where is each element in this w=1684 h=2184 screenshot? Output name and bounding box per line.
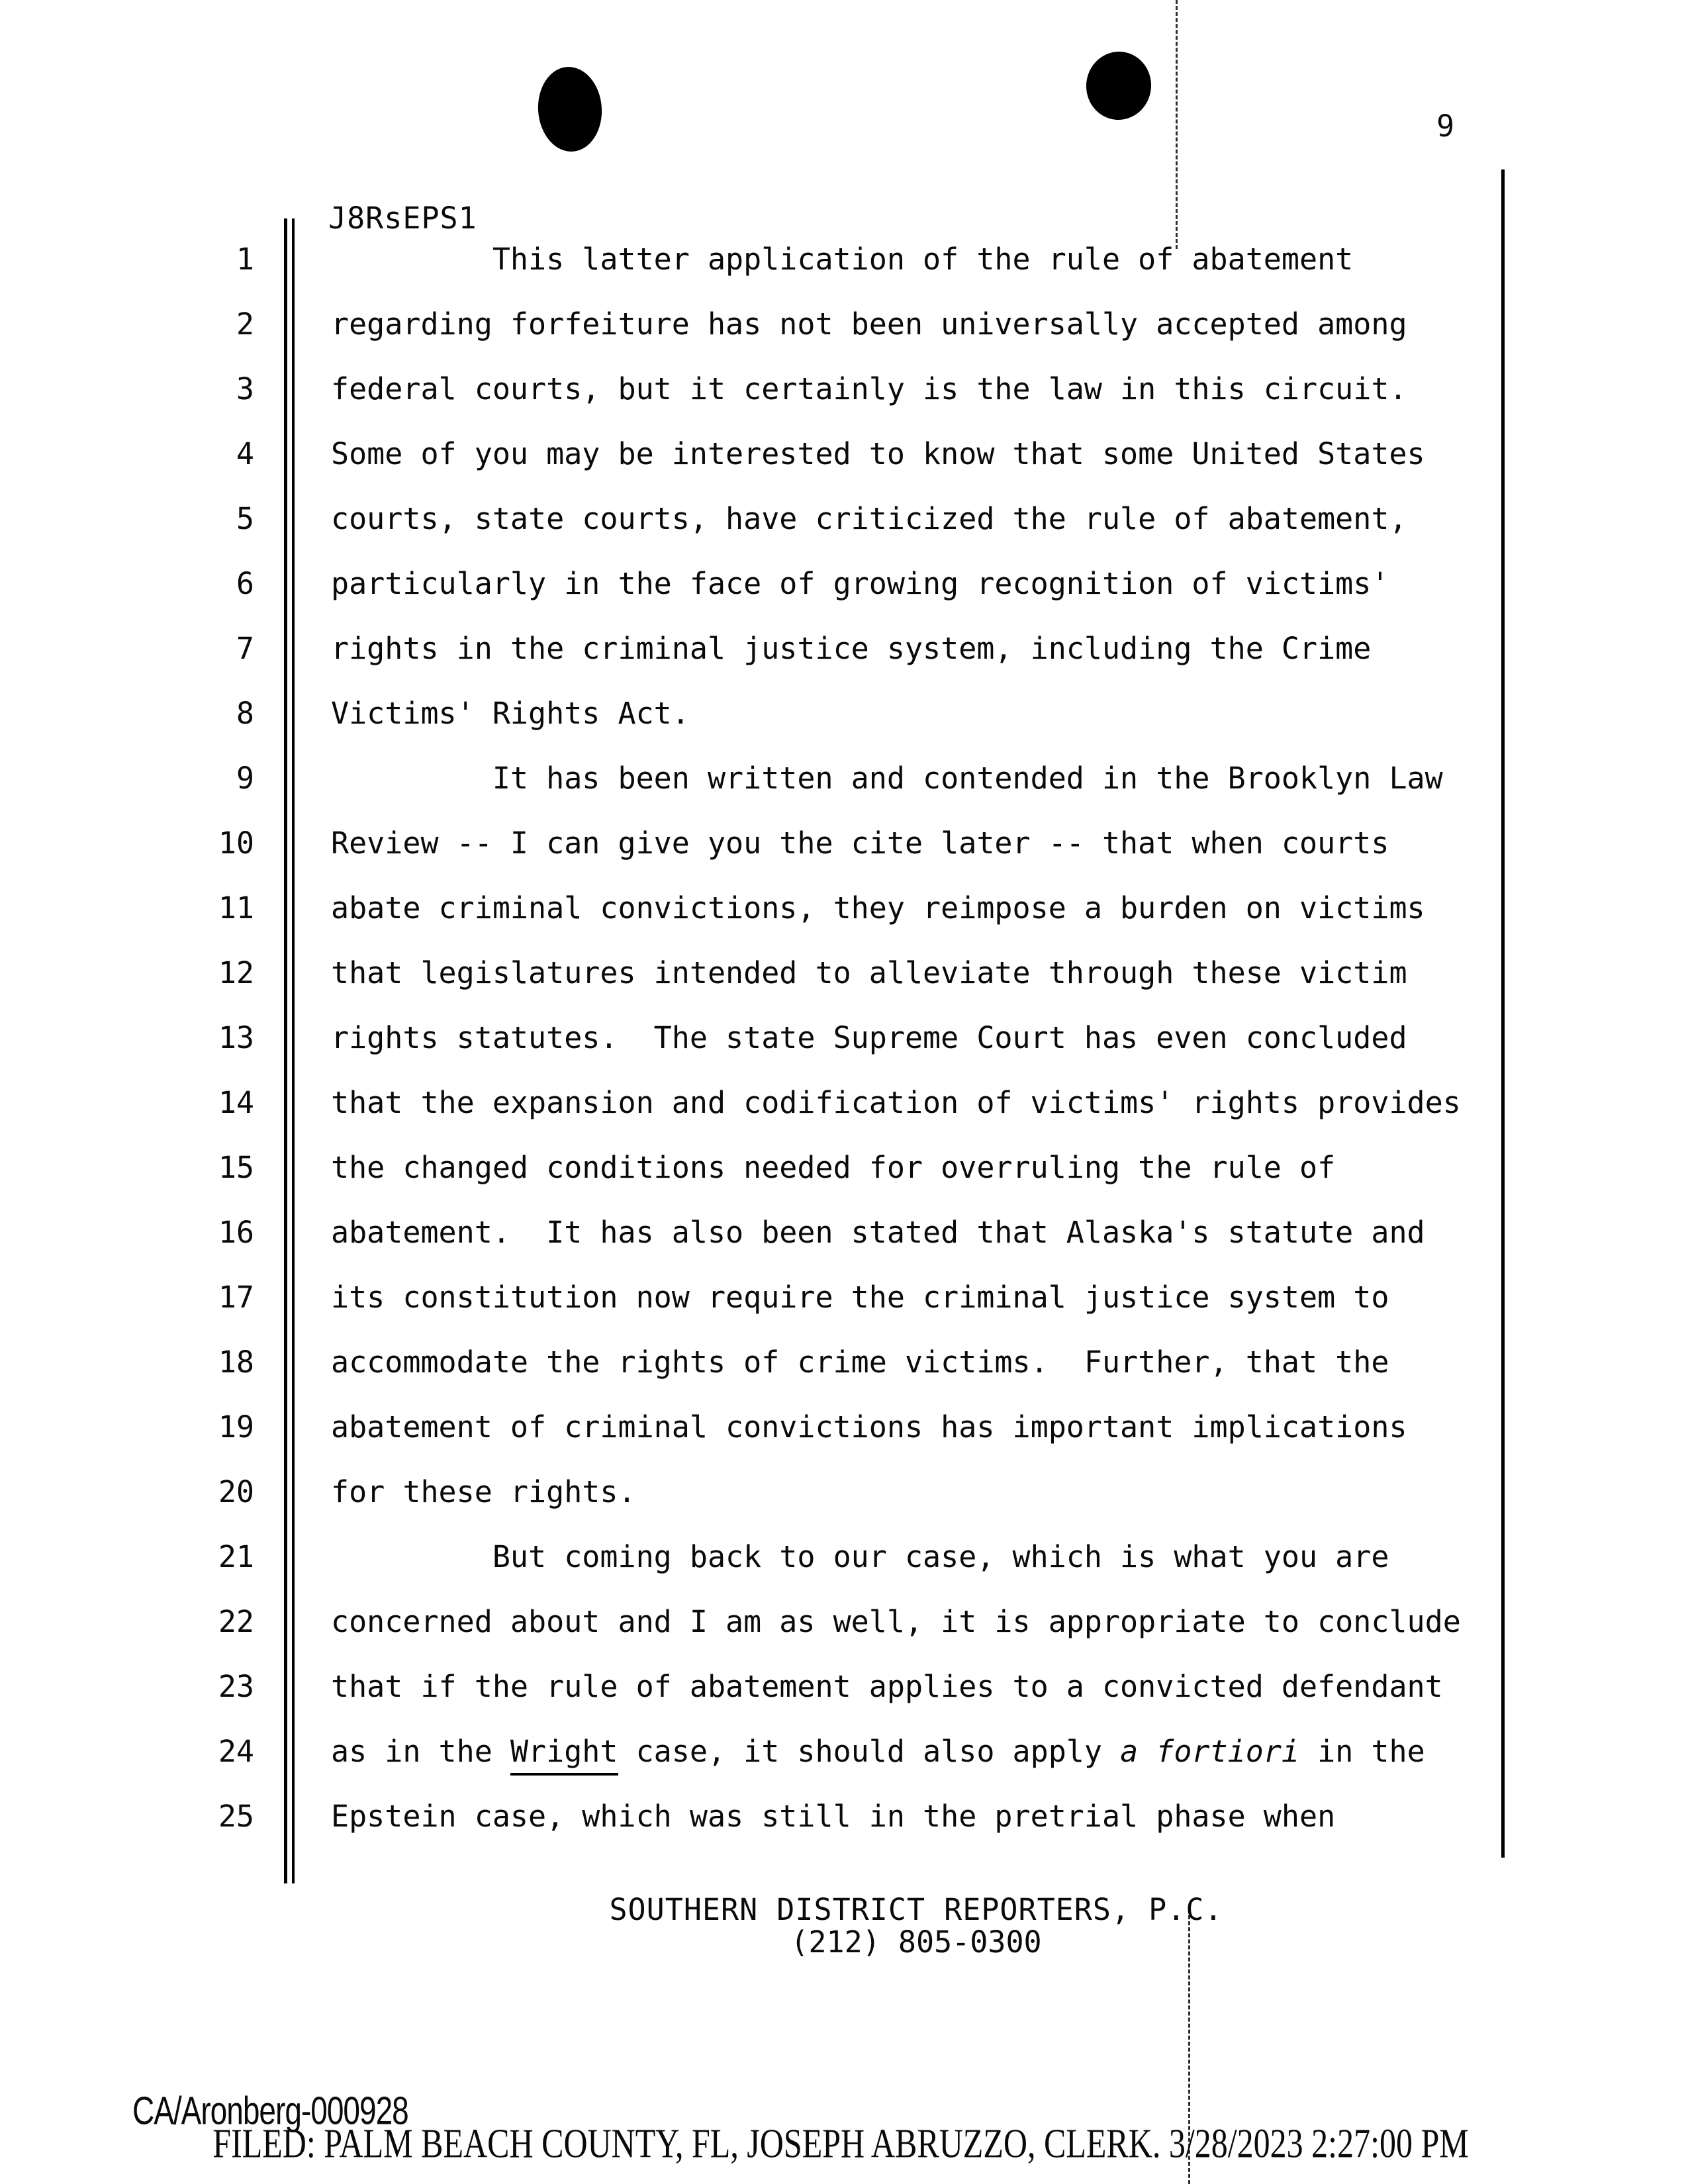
line-text-segment: federal courts, but it certainly is the law in this circuit.: [331, 371, 1407, 406]
line-number: 7: [236, 631, 254, 666]
line-text-segment: in the: [1299, 1734, 1425, 1769]
transcript-line-6: [0, 551, 1684, 616]
line-text-segment: abatement. It has also been stated that Alaska's statute and: [331, 1215, 1425, 1250]
transcript-line-2: [0, 292, 1684, 357]
transcript-line-8: [0, 681, 1684, 746]
line-text: [331, 1654, 1443, 1719]
line-text: [331, 1719, 1425, 1784]
fold-dashed-line-top: [1176, 0, 1178, 249]
transcript-line-11: [0, 876, 1684, 941]
line-number: 1: [236, 242, 254, 277]
transcript-line-1: [0, 227, 1684, 292]
line-number: 17: [218, 1280, 254, 1315]
line-text-segment: particularly in the face of growing recognition of victims': [331, 566, 1389, 601]
line-number: 8: [236, 696, 254, 731]
line-text-segment: accommodate the rights of crime victims. Further, that the: [331, 1345, 1389, 1380]
transcript-line-4: [0, 422, 1684, 487]
transcript-line-25: [0, 1784, 1684, 1849]
line-text-segment: abate criminal convictions, they reimpose a burden on victims: [331, 890, 1425, 926]
line-text-segment: its constitution now require the criminal justice system to: [331, 1280, 1389, 1315]
line-text-segment: that the expansion and codification of victims' rights provides: [331, 1085, 1461, 1120]
line-text-segment: Review -- I can give you the cite later -- that when courts: [331, 826, 1389, 861]
transcript-line-3: [0, 357, 1684, 422]
line-number: 5: [236, 501, 254, 536]
line-text-segment: that if the rule of abatement applies to a convicted defendant: [331, 1669, 1443, 1704]
line-number: 4: [236, 436, 254, 471]
line-number: 25: [218, 1799, 254, 1834]
line-text-segment: courts, state courts, have criticized the rule of abatement,: [331, 501, 1407, 536]
transcript-body: [0, 227, 1684, 1849]
transcript-id: J8RsEPS1: [328, 201, 477, 236]
line-number: 2: [236, 307, 254, 342]
transcript-line-15: [0, 1135, 1684, 1200]
line-number: 15: [218, 1150, 254, 1185]
hole-punch-mark-right: [1083, 48, 1154, 123]
line-text: [331, 1330, 1389, 1395]
line-text: [331, 1784, 1335, 1849]
transcript-line-10: [0, 811, 1684, 876]
transcript-line-5: [0, 487, 1684, 551]
transcript-line-12: [0, 941, 1684, 1006]
transcript-line-14: [0, 1070, 1684, 1135]
line-text: [331, 227, 1353, 292]
line-text: [331, 681, 690, 746]
page-number: 9: [1436, 109, 1455, 144]
line-number: 21: [218, 1539, 254, 1574]
line-number: 14: [218, 1085, 254, 1120]
line-text: [331, 1200, 1425, 1265]
transcript-line-22: [0, 1590, 1684, 1654]
line-text: [331, 422, 1425, 487]
transcript-line-18: [0, 1330, 1684, 1395]
transcript-line-13: [0, 1006, 1684, 1070]
line-text-segment: rights in the criminal justice system, including the Crime: [331, 631, 1372, 666]
line-text: [331, 1265, 1389, 1330]
line-number: 18: [218, 1345, 254, 1380]
transcript-line-7: [0, 616, 1684, 681]
line-text-segment: abatement of criminal convictions has important implications: [331, 1409, 1407, 1445]
line-text-segment-italic: a fortiori: [1120, 1734, 1300, 1769]
line-text-segment: case, it should also apply: [618, 1734, 1121, 1769]
line-number: 6: [236, 566, 254, 601]
line-text-segment: that legislatures intended to alleviate through these victim: [331, 955, 1407, 990]
line-text: [331, 941, 1407, 1006]
line-text-segment: Some of you may be interested to know that some United States: [331, 436, 1425, 471]
line-text: [331, 551, 1389, 616]
line-text: [331, 487, 1407, 551]
line-number: 10: [218, 826, 254, 861]
line-text: [331, 1395, 1407, 1460]
line-text: [331, 1006, 1407, 1070]
line-text: [331, 1590, 1461, 1654]
transcript-line-19: [0, 1395, 1684, 1460]
reporter-phone: (212) 805-0300: [790, 1924, 1042, 1960]
line-text-segment: Epstein case, which was still in the pretrial phase when: [331, 1799, 1336, 1834]
line-text: [331, 292, 1407, 357]
line-text-segment: the changed conditions needed for overruling the rule of: [331, 1150, 1336, 1185]
bates-number: CA/Aronberg-000928: [132, 2088, 408, 2133]
line-text-segment: for these rights.: [331, 1474, 636, 1509]
line-text-segment: regarding forfeiture has not been universally accepted among: [331, 307, 1407, 342]
transcript-line-20: [0, 1460, 1684, 1525]
line-text-segment: rights statutes. The state Supreme Court has even concluded: [331, 1020, 1407, 1055]
line-text-segment: concerned about and I am as well, it is appropriate to conclude: [331, 1604, 1461, 1639]
transcript-line-16: [0, 1200, 1684, 1265]
line-text-segment-underline: Wright: [510, 1734, 618, 1776]
line-number: 23: [218, 1669, 254, 1704]
line-text-segment: It has been written and contended in the Brooklyn Law: [331, 761, 1443, 796]
line-number: 24: [218, 1734, 254, 1769]
line-text-segment: But coming back to our case, which is what you are: [331, 1539, 1389, 1574]
line-number: 22: [218, 1604, 254, 1639]
transcript-line-24: [0, 1719, 1684, 1784]
line-text: [331, 357, 1407, 422]
line-number: 20: [218, 1474, 254, 1509]
transcript-line-17: [0, 1265, 1684, 1330]
line-text: [331, 746, 1443, 811]
reporter-firm-name: SOUTHERN DISTRICT REPORTERS, P.C.: [609, 1892, 1223, 1927]
line-text: [331, 1460, 636, 1525]
filed-stamp: FILED: PALM BEACH COUNTY, FL, JOSEPH ABRUZZO, CLERK. 3/28/2023 2:27:00 PM: [212, 2120, 1469, 2167]
line-number: 11: [218, 890, 254, 926]
line-text-segment: This latter application of the rule of abatement: [331, 242, 1354, 277]
line-text-segment: Victims' Rights Act.: [331, 696, 690, 731]
transcript-line-9: [0, 746, 1684, 811]
line-text-segment: as in the: [331, 1734, 510, 1769]
line-number: 19: [218, 1409, 254, 1445]
transcript-line-23: [0, 1654, 1684, 1719]
transcript-line-21: [0, 1525, 1684, 1590]
line-text: [331, 1070, 1461, 1135]
line-number: 16: [218, 1215, 254, 1250]
line-text: [331, 616, 1371, 681]
line-number: 3: [236, 371, 254, 406]
line-text: [331, 1525, 1389, 1590]
line-text: [331, 811, 1389, 876]
line-number: 13: [218, 1020, 254, 1055]
hole-punch-mark-left: [536, 65, 605, 154]
line-number: 9: [236, 761, 254, 796]
line-text: [331, 876, 1425, 941]
line-number: 12: [218, 955, 254, 990]
line-text: [331, 1135, 1335, 1200]
